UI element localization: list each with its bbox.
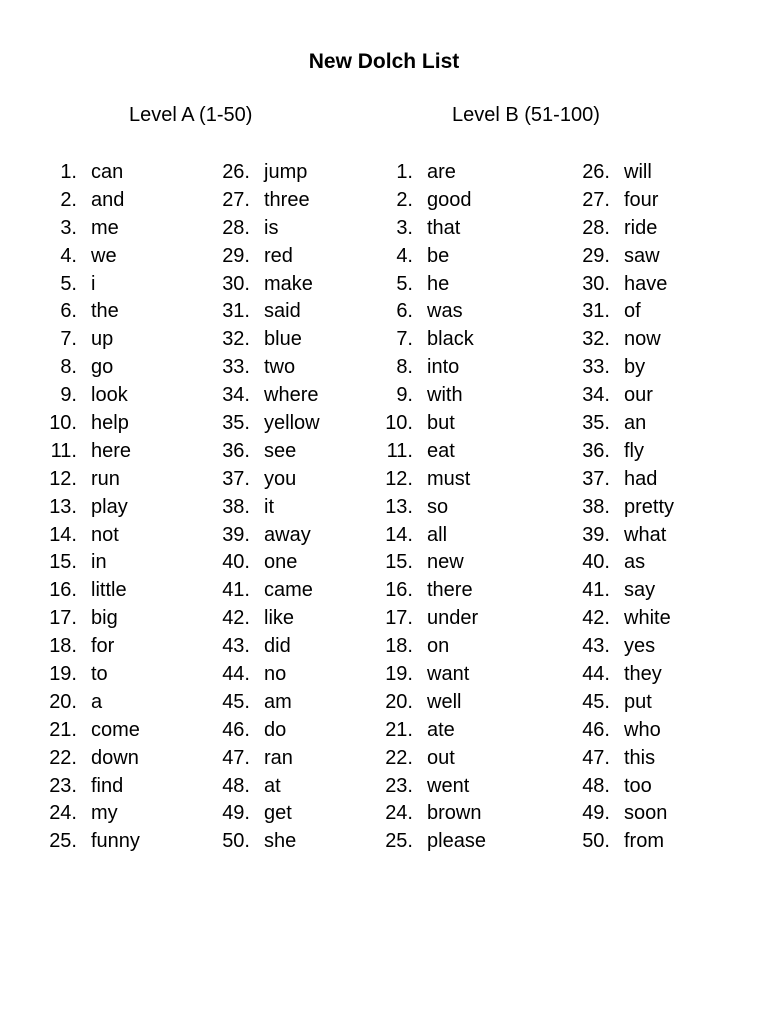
word-text: all — [427, 523, 448, 546]
word-text: come — [91, 718, 140, 741]
word-text: it — [264, 495, 274, 518]
word-text: put — [624, 690, 652, 713]
word-number: 38. — [582, 495, 610, 518]
word-text: have — [624, 272, 668, 295]
word-number: 32. — [582, 328, 610, 351]
word-number: 15. — [385, 551, 413, 574]
word-number: 25. — [49, 830, 77, 853]
word-number: 6. — [60, 300, 77, 323]
word-text: four — [624, 188, 659, 211]
word-text: little — [91, 579, 127, 602]
word-number: 21. — [49, 718, 77, 741]
word-text: funny — [91, 830, 140, 853]
word-number: 9. — [60, 384, 77, 407]
word-text: this — [624, 746, 656, 769]
word-number: 20. — [49, 690, 77, 713]
word-text: where — [264, 384, 319, 407]
word-text: jump — [264, 161, 308, 183]
word-number: 15. — [49, 551, 77, 574]
word-number: 4. — [396, 244, 413, 267]
word-text: now — [624, 328, 661, 351]
word-text: what — [624, 523, 667, 546]
word-number: 39. — [582, 523, 610, 546]
word-text: want — [427, 663, 470, 686]
word-number: 46. — [222, 718, 250, 741]
word-number: 18. — [49, 635, 77, 658]
word-text: find — [91, 774, 124, 797]
word-text: ran — [264, 746, 293, 769]
word-text: soon — [624, 802, 668, 825]
word-number: 27. — [222, 188, 250, 211]
word-text: was — [427, 300, 463, 323]
word-number: 5. — [60, 272, 77, 295]
word-text: will — [624, 161, 652, 183]
word-number: 42. — [222, 607, 250, 630]
word-number: 28. — [222, 216, 250, 239]
word-number: 35. — [582, 412, 610, 435]
word-number: 26. — [222, 161, 250, 183]
word-number: 19. — [49, 663, 77, 686]
word-text: white — [624, 607, 671, 630]
word-text: our — [624, 384, 653, 407]
word-number: 20. — [385, 690, 413, 713]
word-number: 17. — [385, 607, 413, 630]
word-number: 14. — [385, 523, 413, 546]
word-number: 2. — [396, 188, 413, 211]
word-number: 32. — [222, 328, 250, 351]
word-text: go — [91, 356, 114, 379]
word-number: 1. — [60, 161, 77, 183]
word-text: here — [91, 439, 132, 462]
word-number: 25. — [385, 830, 413, 853]
word-number: 14. — [49, 523, 77, 546]
page-title: New Dolch List — [308, 50, 460, 73]
word-text: well — [427, 690, 462, 713]
word-number: 48. — [222, 774, 250, 797]
word-text: by — [624, 356, 646, 379]
word-number: 44. — [582, 663, 610, 686]
word-number: 17. — [49, 607, 77, 630]
word-text: had — [624, 467, 658, 490]
word-number: 23. — [49, 774, 77, 797]
word-number: 26. — [582, 161, 610, 183]
word-text: three — [264, 188, 310, 211]
word-text: eat — [427, 439, 455, 462]
word-number: 38. — [222, 495, 250, 518]
word-text: there — [427, 579, 473, 602]
word-number: 5. — [396, 272, 413, 295]
word-text: so — [427, 495, 449, 518]
word-number: 19. — [385, 663, 413, 686]
word-text: play — [91, 495, 128, 518]
word-text: my — [91, 802, 118, 825]
word-number: 50. — [222, 830, 250, 853]
word-text: said — [264, 300, 301, 323]
word-number: 7. — [60, 328, 77, 351]
word-number: 33. — [222, 356, 250, 379]
word-number: 37. — [582, 467, 610, 490]
word-number: 8. — [396, 356, 413, 379]
word-number: 50. — [582, 830, 610, 853]
word-text: she — [264, 830, 297, 853]
word-number: 11. — [50, 439, 77, 462]
word-number: 43. — [222, 635, 250, 658]
word-number: 12. — [385, 467, 413, 490]
word-number: 45. — [222, 690, 250, 713]
word-number: 4. — [60, 244, 77, 267]
word-text: must — [427, 467, 471, 490]
word-text: one — [264, 551, 298, 574]
word-number: 41. — [222, 579, 250, 602]
word-number: 48. — [582, 774, 610, 797]
word-number: 28. — [582, 216, 610, 239]
word-text: they — [624, 663, 662, 686]
word-number: 36. — [582, 439, 610, 462]
word-number: 31. — [222, 300, 250, 323]
word-number: 41. — [582, 579, 610, 602]
level-a-heading: Level A (1-50) — [129, 104, 253, 126]
word-number: 24. — [385, 802, 413, 825]
word-text: blue — [264, 328, 302, 351]
word-number: 3. — [60, 216, 77, 239]
word-text: two — [264, 356, 296, 379]
word-text: i — [91, 272, 96, 295]
word-number: 44. — [222, 663, 250, 686]
word-text: with — [427, 384, 463, 407]
word-number: 24. — [49, 802, 77, 825]
word-number: 34. — [222, 384, 250, 407]
word-text: ride — [624, 216, 658, 239]
word-text: say — [624, 579, 656, 602]
word-text: not — [91, 523, 119, 546]
word-text: came — [264, 579, 313, 602]
word-text: went — [427, 774, 470, 797]
word-text: did — [264, 635, 291, 658]
word-text: good — [427, 188, 472, 211]
word-number: 34. — [582, 384, 610, 407]
word-number: 1. — [396, 161, 413, 183]
word-number: 9. — [396, 384, 413, 407]
word-number: 10. — [49, 412, 77, 435]
word-number: 16. — [385, 579, 413, 602]
word-number: 40. — [582, 551, 610, 574]
word-number: 49. — [222, 802, 250, 825]
word-text: can — [91, 161, 124, 183]
word-text: at — [264, 774, 281, 797]
word-number: 49. — [582, 802, 610, 825]
word-number: 39. — [222, 523, 250, 546]
word-text: yellow — [264, 412, 320, 435]
word-text: a — [91, 690, 103, 713]
word-text: brown — [427, 802, 482, 825]
word-number: 30. — [222, 272, 250, 295]
word-text: too — [624, 774, 652, 797]
word-number: 3. — [396, 216, 413, 239]
word-number: 16. — [49, 579, 77, 602]
word-text: yes — [624, 635, 656, 658]
word-text: big — [91, 607, 118, 630]
word-text: do — [264, 718, 287, 741]
word-text: please — [427, 830, 486, 853]
word-text: from — [624, 830, 664, 853]
word-text: who — [624, 718, 661, 741]
word-number: 21. — [385, 718, 413, 741]
word-text: away — [264, 523, 311, 546]
word-number: 11. — [386, 439, 413, 462]
word-text: the — [91, 300, 119, 323]
word-number: 6. — [396, 300, 413, 323]
word-number: 27. — [582, 188, 610, 211]
word-number: 42. — [582, 607, 610, 630]
word-number: 10. — [385, 412, 413, 435]
word-number: 36. — [222, 439, 250, 462]
word-text: be — [427, 244, 450, 267]
word-text: are — [427, 161, 456, 183]
word-number: 40. — [222, 551, 250, 574]
word-number: 13. — [49, 495, 77, 518]
word-number: 8. — [60, 356, 77, 379]
word-text: like — [264, 607, 295, 630]
word-number: 23. — [385, 774, 413, 797]
word-text: run — [91, 467, 120, 490]
word-text: see — [264, 439, 297, 462]
word-text: is — [264, 216, 279, 239]
word-number: 22. — [49, 746, 77, 769]
word-text: saw — [624, 244, 660, 267]
word-number: 2. — [60, 188, 77, 211]
word-text: on — [427, 635, 450, 658]
word-text: that — [427, 216, 461, 239]
word-text: he — [427, 272, 450, 295]
word-text: new — [427, 551, 464, 574]
word-text: black — [427, 328, 474, 351]
word-number: 35. — [222, 412, 250, 435]
word-text: ate — [427, 718, 455, 741]
word-text: into — [427, 356, 460, 379]
word-text: down — [91, 746, 139, 769]
word-number: 46. — [582, 718, 610, 741]
word-number: 33. — [582, 356, 610, 379]
word-number: 45. — [582, 690, 610, 713]
word-number: 12. — [49, 467, 77, 490]
word-text: make — [264, 272, 313, 295]
word-number: 43. — [582, 635, 610, 658]
word-text: but — [427, 412, 455, 435]
word-text: in — [91, 551, 107, 574]
word-text: we — [91, 244, 117, 267]
word-text: get — [264, 802, 292, 825]
word-number: 30. — [582, 272, 610, 295]
word-text: help — [91, 412, 129, 435]
word-number: 29. — [582, 244, 610, 267]
word-number: 18. — [385, 635, 413, 658]
word-number: 7. — [396, 328, 413, 351]
word-number: 29. — [222, 244, 250, 267]
level-b-heading: Level B (51-100) — [452, 104, 600, 126]
word-text: for — [91, 635, 115, 658]
word-text: as — [624, 551, 646, 574]
word-text: under — [427, 607, 479, 630]
word-number: 47. — [222, 746, 250, 769]
word-text: an — [624, 412, 647, 435]
word-text: of — [624, 300, 641, 323]
word-text: me — [91, 216, 119, 239]
word-text: am — [264, 690, 292, 713]
word-number: 13. — [385, 495, 413, 518]
word-number: 22. — [385, 746, 413, 769]
word-text: and — [91, 188, 125, 211]
word-text: out — [427, 746, 455, 769]
word-text: pretty — [624, 495, 675, 518]
word-number: 31. — [582, 300, 610, 323]
word-number: 37. — [222, 467, 250, 490]
word-text: up — [91, 328, 114, 351]
word-text: to — [91, 663, 108, 686]
word-number: 47. — [582, 746, 610, 769]
word-text: red — [264, 244, 293, 267]
word-text: you — [264, 467, 297, 490]
word-text: look — [91, 384, 128, 407]
word-text: fly — [624, 439, 644, 462]
word-text: no — [264, 663, 287, 686]
